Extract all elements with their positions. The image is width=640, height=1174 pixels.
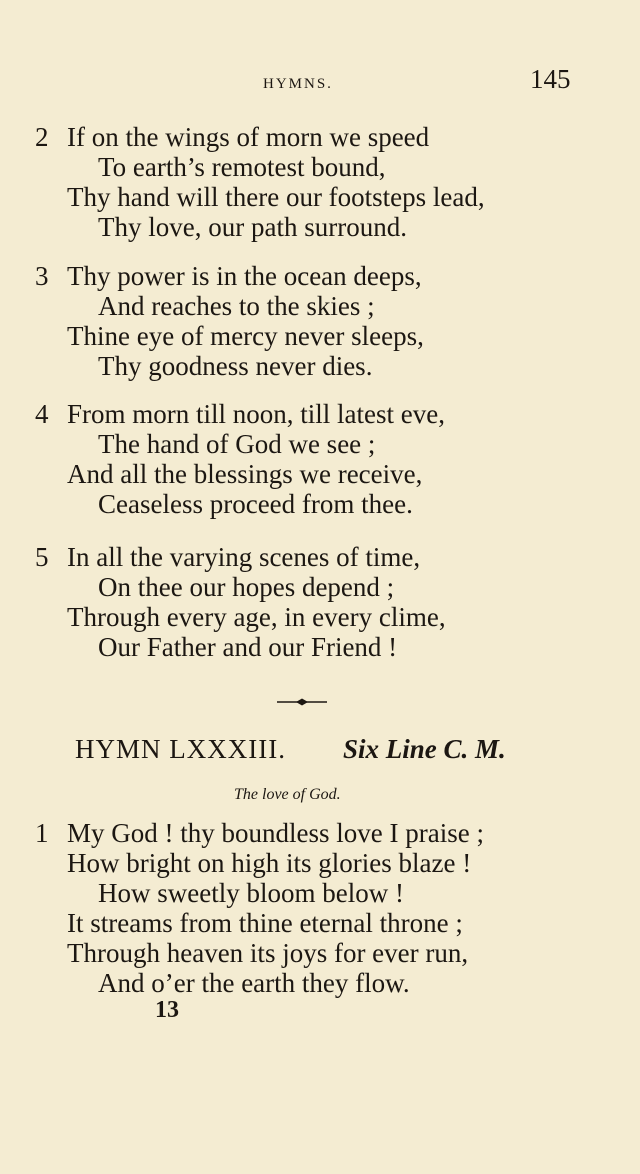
signature-mark: 13 (155, 997, 179, 1023)
verse-number: 3 (35, 261, 49, 291)
verse-line: Ceaseless proceed from thee. (98, 489, 413, 519)
verse-line: Through heaven its joys for ever run, (67, 938, 469, 968)
page-number: 145 (530, 64, 571, 94)
verse-line: Thy hand will there our footsteps lead, (67, 182, 485, 212)
verse-line: Thy goodness never dies. (98, 351, 373, 381)
verse-line: My God ! thy boundless love I praise ; (67, 818, 484, 848)
verse-number: 1 (35, 818, 49, 848)
verse-line: On thee our hopes depend ; (98, 572, 395, 602)
verse-line: And o’er the earth they flow. (98, 968, 410, 998)
verse-line: The hand of God we see ; (98, 429, 376, 459)
verse-line: It streams from thine eternal throne ; (67, 908, 463, 938)
verse-line: From morn till noon, till latest eve, (67, 399, 445, 429)
verse-line: How bright on high its glories blaze ! (67, 848, 472, 878)
hymn-meter: Six Line C. M. (343, 734, 506, 764)
ornament-divider (277, 696, 327, 708)
verse-number: 2 (35, 122, 49, 152)
verse-line: How sweetly bloom below ! (98, 878, 404, 908)
verse-line: Thine eye of mercy never sleeps, (67, 321, 424, 351)
verse-line: If on the wings of morn we speed (67, 122, 430, 152)
verse-line: Through every age, in every clime, (67, 602, 446, 632)
running-head: HYMNS. (263, 76, 333, 92)
hymn-title: HYMN LXXXIII. (75, 734, 286, 764)
hymn-subtitle: The love of God. (234, 786, 341, 803)
verse-number: 5 (35, 542, 49, 572)
verse-line: And reaches to the skies ; (98, 291, 375, 321)
verse-line: In all the varying scenes of time, (67, 542, 421, 572)
verse-line: Thy power is in the ocean deeps, (67, 261, 422, 291)
verse-number: 4 (35, 399, 49, 429)
verse-line: And all the blessings we receive, (67, 459, 423, 489)
verse-line: To earth’s remotest bound, (98, 152, 386, 182)
verse-line: Thy love, our path surround. (98, 212, 407, 242)
verse-line: Our Father and our Friend ! (98, 632, 398, 662)
